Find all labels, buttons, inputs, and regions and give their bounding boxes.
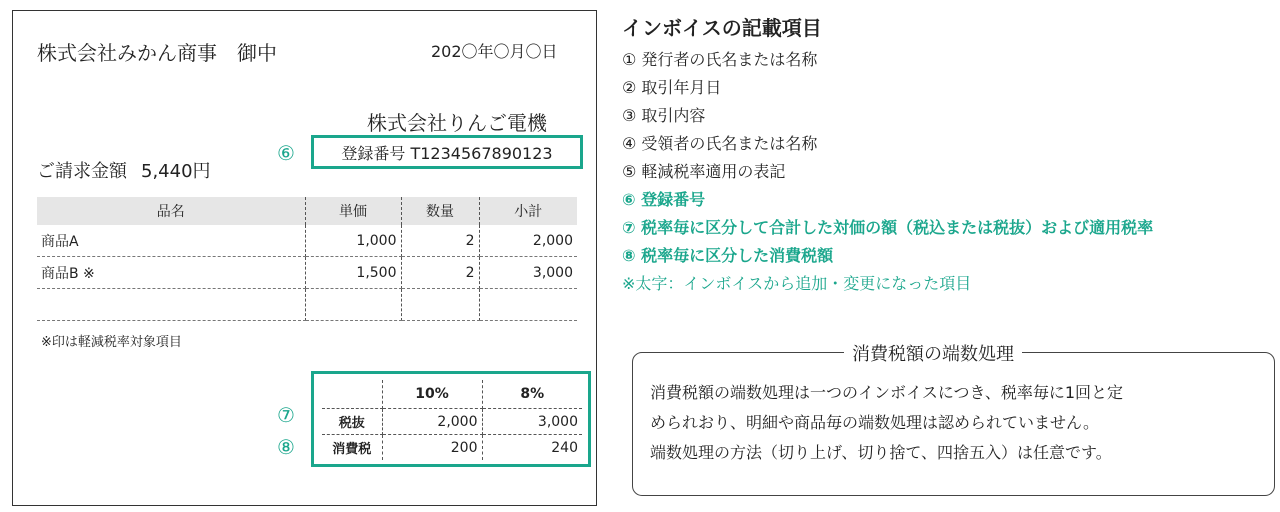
item-name: 商品A (37, 225, 305, 257)
issuer-name: 株式会社りんご電機 (367, 111, 547, 135)
list-item: ⑥ 登録番号 (622, 190, 706, 209)
tax-value: 200 (382, 435, 482, 461)
item-subtotal: 2,000 (479, 225, 577, 257)
amount-label: ご請求金額 (37, 161, 127, 182)
item-name: 商品B ※ (37, 257, 305, 289)
tax-row-label: 消費税 (322, 435, 382, 461)
item-qty: 2 (401, 257, 479, 289)
marker-6: ⑥ (277, 141, 295, 165)
table-row (37, 257, 577, 289)
tax-col-header: 8% (482, 380, 582, 409)
amount-value: 5,440円 (141, 161, 211, 182)
registration-number-box (311, 135, 583, 169)
item-qty: 2 (401, 225, 479, 257)
item-subtotal (479, 289, 577, 321)
list-item: ③ 取引内容 (622, 106, 706, 125)
list-item: ④ 受領者の氏名または名称 (622, 134, 818, 153)
item-qty (401, 289, 479, 321)
item-subtotal: 3,000 (479, 257, 577, 289)
panel-title: インボイスの記載項目 (622, 16, 822, 40)
tax-header-row (322, 380, 582, 409)
list-item: ② 取引年月日 (622, 78, 722, 97)
table-row (322, 409, 582, 435)
tax-value: 2,000 (382, 409, 482, 435)
items-table (37, 197, 577, 321)
table-row (37, 289, 577, 321)
col-header: 品名 (37, 197, 305, 225)
item-price: 1,500 (305, 257, 401, 289)
item-price (305, 289, 401, 321)
recipient-name: 株式会社みかん商事 御中 (37, 41, 277, 65)
rounding-line: 端数処理の方法（切り上げ、切り捨て、四捨五入）は任意です。 (650, 443, 1112, 462)
invoice-date: 202〇年〇月〇日 (431, 42, 558, 61)
legend-note: ※太字：インボイスから追加・変更になった項目 (622, 274, 972, 293)
rounding-box-title: 消費税額の端数処理 (844, 340, 1022, 366)
items-header-row (37, 197, 577, 225)
col-header: 単価 (305, 197, 401, 225)
list-item: ⑧ 税率毎に区分した消費税額 (622, 246, 834, 265)
tax-value: 240 (551, 439, 578, 456)
list-item: ⑤ 軽減税率適用の表記 (622, 162, 786, 181)
rounding-line: 消費税額の端数処理は一つのインボイスにつき、税率毎に1回と定 (650, 383, 1124, 402)
tax-col-header: 10% (382, 380, 482, 409)
tax-value: 3,000 (482, 409, 582, 435)
tax-row-label: 税抜 (322, 409, 382, 435)
amount-due (37, 157, 225, 183)
reduced-rate-note: ※印は軽減税率対象項目 (41, 335, 182, 350)
table-row (37, 225, 577, 257)
tax-summary-box (311, 371, 591, 467)
invoice-document (12, 10, 597, 506)
required-items-list (622, 46, 1153, 298)
item-name (37, 289, 305, 321)
rounding-line: められおり、明細や商品毎の端数処理は認められていません。 (650, 413, 1099, 432)
col-header: 小計 (479, 197, 577, 225)
registration-number: 登録番号 T1234567890123 (341, 143, 553, 163)
marker-8: ⑧ (277, 435, 295, 459)
rounding-box-text (650, 378, 1250, 468)
tax-col-header (322, 380, 382, 409)
tax-table (322, 380, 582, 460)
list-item: ⑦ 税率毎に区分して合計した対価の額（税込または税抜）および適用税率 (622, 218, 1154, 237)
table-row (322, 435, 582, 461)
list-item: ① 発行者の氏名または名称 (622, 50, 818, 69)
col-header: 数量 (401, 197, 479, 225)
item-price: 1,000 (305, 225, 401, 257)
marker-7: ⑦ (277, 403, 295, 427)
